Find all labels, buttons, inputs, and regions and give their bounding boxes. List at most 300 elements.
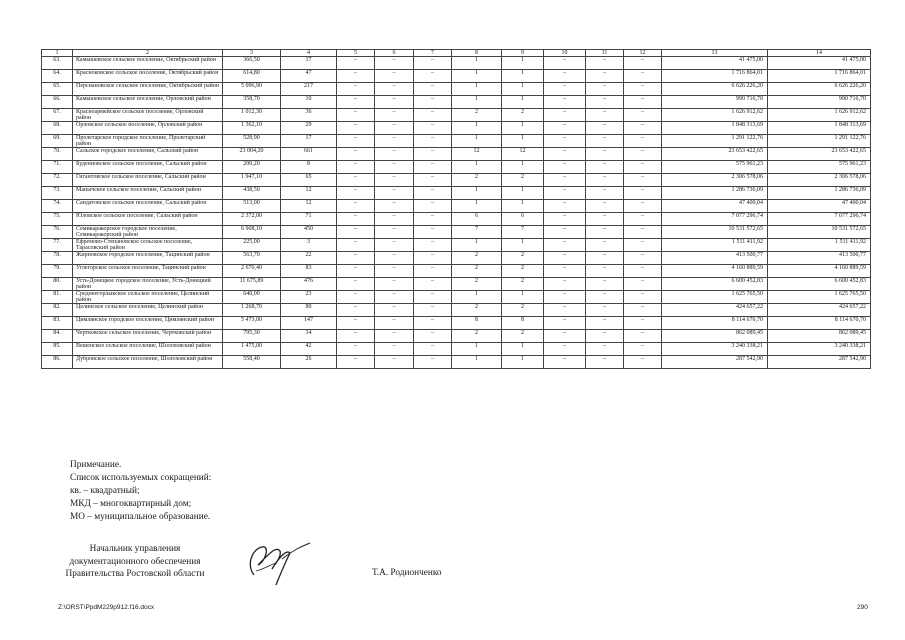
table-cell: 1 bbox=[502, 122, 544, 135]
column-header: 5 bbox=[337, 50, 375, 57]
table-cell: – bbox=[586, 252, 624, 265]
table-cell: – bbox=[375, 174, 414, 187]
table-cell: 77. bbox=[42, 239, 73, 252]
table-cell: 2 bbox=[452, 174, 502, 187]
table-cell: – bbox=[624, 213, 662, 226]
table-cell: 1 625 765,50 bbox=[662, 291, 768, 304]
table-cell: 47 bbox=[281, 70, 337, 83]
table-cell: 1 291 122,76 bbox=[768, 135, 871, 148]
table-cell: – bbox=[414, 278, 452, 291]
table-cell: – bbox=[624, 70, 662, 83]
table-cell: – bbox=[544, 122, 586, 135]
table-cell: – bbox=[586, 213, 624, 226]
table-cell: – bbox=[375, 83, 414, 96]
file-path: Z:\ORST\PpdM229p912.f16.docx bbox=[58, 604, 155, 611]
table-cell: 2 bbox=[452, 265, 502, 278]
table-cell: 8 114 670,70 bbox=[662, 317, 768, 330]
table-cell: – bbox=[375, 70, 414, 83]
table-cell: Орловское сельское поселение, Орловский район bbox=[73, 122, 223, 135]
table-cell: 8 114 670,70 bbox=[768, 317, 871, 330]
column-header: 8 bbox=[452, 50, 502, 57]
table-cell: 795,30 bbox=[223, 330, 281, 343]
table-cell: 1 bbox=[452, 83, 502, 96]
table-cell: – bbox=[414, 213, 452, 226]
table-cell: – bbox=[586, 343, 624, 356]
table-cell: 1 bbox=[452, 122, 502, 135]
table-cell: 86. bbox=[42, 356, 73, 369]
table-cell: – bbox=[624, 57, 662, 70]
table-cell: – bbox=[337, 343, 375, 356]
table-cell: – bbox=[337, 252, 375, 265]
table-cell: Красноармейское сельское поселение, Орловский район bbox=[73, 109, 223, 122]
table-cell: – bbox=[375, 213, 414, 226]
table-cell: 2 bbox=[452, 278, 502, 291]
table-cell: – bbox=[624, 317, 662, 330]
table-cell: 10 531 572,65 bbox=[768, 226, 871, 239]
table-cell: 17 bbox=[281, 135, 337, 148]
table-cell: – bbox=[414, 135, 452, 148]
table-cell: 1 716 864,01 bbox=[662, 70, 768, 83]
column-header: 1 bbox=[42, 50, 73, 57]
table-cell: – bbox=[544, 239, 586, 252]
table-cell: 6 908,10 bbox=[223, 226, 281, 239]
table-cell: 8 bbox=[502, 317, 544, 330]
table-cell: – bbox=[414, 200, 452, 213]
table-cell: 640,00 bbox=[223, 291, 281, 304]
table-cell: 72. bbox=[42, 174, 73, 187]
table-cell: – bbox=[586, 83, 624, 96]
table-row bbox=[42, 135, 871, 148]
table-cell: – bbox=[544, 148, 586, 161]
table-row bbox=[42, 174, 871, 187]
table-cell: – bbox=[624, 265, 662, 278]
table-cell: 413 500,77 bbox=[662, 252, 768, 265]
table-row bbox=[42, 122, 871, 135]
table-cell: – bbox=[375, 356, 414, 369]
table-row bbox=[42, 356, 871, 369]
table-cell: – bbox=[337, 96, 375, 109]
table-cell: – bbox=[414, 187, 452, 200]
table-cell: 1 bbox=[452, 161, 502, 174]
table-cell: – bbox=[414, 57, 452, 70]
table-cell: – bbox=[586, 356, 624, 369]
table-cell: – bbox=[414, 174, 452, 187]
table-cell: – bbox=[544, 330, 586, 343]
column-header: 11 bbox=[586, 50, 624, 57]
table-cell: – bbox=[624, 252, 662, 265]
table-cell: 23 653 422,65 bbox=[662, 148, 768, 161]
note-item: кв. – квадратный; bbox=[70, 486, 140, 496]
table-cell: 42 bbox=[281, 343, 337, 356]
table-cell: – bbox=[586, 291, 624, 304]
table-cell: Юловское сельское поселение, Сальский район bbox=[73, 213, 223, 226]
table-header-row bbox=[42, 50, 871, 57]
table-cell: 1 bbox=[502, 187, 544, 200]
table-row bbox=[42, 200, 871, 213]
table-cell: 2 306 578,06 bbox=[662, 174, 768, 187]
table-cell: 2 306 578,06 bbox=[768, 174, 871, 187]
table-cell: 1 bbox=[502, 83, 544, 96]
table-cell: – bbox=[414, 239, 452, 252]
table-cell: 1 625 765,50 bbox=[768, 291, 871, 304]
table-cell: – bbox=[544, 226, 586, 239]
table-cell: 438,50 bbox=[223, 187, 281, 200]
table-row bbox=[42, 291, 871, 304]
table-cell: 8 bbox=[281, 161, 337, 174]
table-cell: – bbox=[586, 122, 624, 135]
table-cell: – bbox=[624, 226, 662, 239]
table-cell: – bbox=[586, 187, 624, 200]
column-header: 7 bbox=[414, 50, 452, 57]
table-cell: 287 542,90 bbox=[662, 356, 768, 369]
table-cell: Чертковское сельское поселение, Чертковский район bbox=[73, 330, 223, 343]
column-header: 4 bbox=[281, 50, 337, 57]
table-row bbox=[42, 70, 871, 83]
table-cell: 6 626 226,20 bbox=[768, 83, 871, 96]
table-cell: Сальское городское поселение, Сальский район bbox=[73, 148, 223, 161]
table-cell: – bbox=[586, 200, 624, 213]
table-row bbox=[42, 343, 871, 356]
table-cell: – bbox=[337, 356, 375, 369]
table-cell: 2 bbox=[452, 330, 502, 343]
table-cell: Жирновское городское поселение, Тацинский район bbox=[73, 252, 223, 265]
table-cell: 2 bbox=[452, 304, 502, 317]
table-cell: 1 bbox=[452, 343, 502, 356]
table-cell: – bbox=[375, 187, 414, 200]
table-row bbox=[42, 187, 871, 200]
table-cell: Буденновское сельское поселение, Сальский район bbox=[73, 161, 223, 174]
table-cell: Целинское сельское поселение, Целинский район bbox=[73, 304, 223, 317]
table-cell: – bbox=[586, 226, 624, 239]
table-cell: – bbox=[375, 122, 414, 135]
table-cell: 4 160 889,59 bbox=[662, 265, 768, 278]
table-cell: 23 653 422,65 bbox=[768, 148, 871, 161]
table-cell: 12 bbox=[281, 200, 337, 213]
signatory-position bbox=[40, 543, 230, 581]
table-cell: – bbox=[375, 200, 414, 213]
table-cell: 80. bbox=[42, 278, 73, 291]
table-cell: – bbox=[414, 83, 452, 96]
table-cell: 70. bbox=[42, 148, 73, 161]
table-cell: Цимлянское городское поселение, Цимлянский район bbox=[73, 317, 223, 330]
table-cell: – bbox=[544, 278, 586, 291]
table-cell: – bbox=[414, 356, 452, 369]
table-cell: Сандатовское сельское поселение, Сальский район bbox=[73, 200, 223, 213]
table-cell: – bbox=[337, 330, 375, 343]
table-cell: 1 291 122,76 bbox=[662, 135, 768, 148]
table-cell: 26 bbox=[281, 356, 337, 369]
table-cell: 1 626 912,62 bbox=[662, 109, 768, 122]
table-cell: 575 961,23 bbox=[768, 161, 871, 174]
table-cell: 413 500,77 bbox=[768, 252, 871, 265]
note-intro: Список используемых сокращений: bbox=[70, 473, 212, 483]
table-cell: – bbox=[414, 109, 452, 122]
table-row bbox=[42, 278, 871, 291]
table-cell: 6 bbox=[452, 213, 502, 226]
table-row bbox=[42, 161, 871, 174]
table-cell: – bbox=[586, 278, 624, 291]
table-cell: 2 bbox=[452, 252, 502, 265]
table-cell: – bbox=[414, 304, 452, 317]
table-cell: 2 bbox=[502, 252, 544, 265]
table-cell: – bbox=[586, 304, 624, 317]
table-cell: – bbox=[337, 213, 375, 226]
table-cell: – bbox=[375, 109, 414, 122]
table-cell: 1 bbox=[502, 57, 544, 70]
table-cell: Манычское сельское поселение, Сальский район bbox=[73, 187, 223, 200]
table-cell: 82. bbox=[42, 304, 73, 317]
table-cell: – bbox=[586, 239, 624, 252]
table-cell: 862 089,45 bbox=[768, 330, 871, 343]
table-cell: – bbox=[337, 174, 375, 187]
table-cell: – bbox=[624, 135, 662, 148]
table-cell: 2 bbox=[502, 265, 544, 278]
table-cell: – bbox=[624, 278, 662, 291]
column-header: 10 bbox=[544, 50, 586, 57]
table-cell: Камышевское сельское поселение, Орловский район bbox=[73, 96, 223, 109]
table-cell: 1 012,30 bbox=[223, 109, 281, 122]
table-row bbox=[42, 265, 871, 278]
table-cell: 23 bbox=[281, 291, 337, 304]
table-cell: 1 bbox=[452, 96, 502, 109]
table-cell: 68. bbox=[42, 122, 73, 135]
column-header: 9 bbox=[502, 50, 544, 57]
table-cell: 1 bbox=[452, 200, 502, 213]
table-cell: 12 bbox=[452, 148, 502, 161]
position-line: Начальник управления bbox=[89, 544, 181, 554]
table-cell: – bbox=[375, 135, 414, 148]
table-cell: 450 bbox=[281, 226, 337, 239]
table-cell: – bbox=[544, 83, 586, 96]
table-cell: 63. bbox=[42, 57, 73, 70]
table-cell: Семикаракорское городское поселение, Семикаракорский район bbox=[73, 226, 223, 239]
table-cell: 47 400,04 bbox=[768, 200, 871, 213]
table-cell: – bbox=[586, 330, 624, 343]
table-cell: 1 511 411,92 bbox=[768, 239, 871, 252]
table-cell: 1 286 736,09 bbox=[768, 187, 871, 200]
table-cell: 23 004,20 bbox=[223, 148, 281, 161]
table-cell: – bbox=[375, 226, 414, 239]
table-cell: 36 bbox=[281, 109, 337, 122]
table-row bbox=[42, 96, 871, 109]
table-row bbox=[42, 330, 871, 343]
table-cell: 1 bbox=[502, 356, 544, 369]
table-cell: 6 626 226,20 bbox=[662, 83, 768, 96]
table-cell: 200,20 bbox=[223, 161, 281, 174]
table-cell: 575 961,23 bbox=[662, 161, 768, 174]
position-line: Правительства Ростовской области bbox=[65, 569, 205, 579]
table-cell: – bbox=[624, 96, 662, 109]
table-cell: 64. bbox=[42, 70, 73, 83]
table-cell: – bbox=[586, 148, 624, 161]
table-cell: 1 bbox=[502, 200, 544, 213]
table-cell: 358,70 bbox=[223, 96, 281, 109]
table-cell: – bbox=[624, 161, 662, 174]
table-cell: 76. bbox=[42, 226, 73, 239]
data-table bbox=[41, 49, 871, 369]
table-cell: – bbox=[624, 83, 662, 96]
table-cell: – bbox=[624, 343, 662, 356]
table-cell: Пролетарское городское поселение, Пролетарский район bbox=[73, 135, 223, 148]
table-row bbox=[42, 226, 871, 239]
table-cell: – bbox=[586, 109, 624, 122]
table-cell: – bbox=[375, 96, 414, 109]
table-cell: – bbox=[586, 96, 624, 109]
table-cell: – bbox=[337, 187, 375, 200]
table-cell: 1 bbox=[452, 57, 502, 70]
table-cell: – bbox=[624, 109, 662, 122]
table-cell: 1 848 313,69 bbox=[662, 122, 768, 135]
table-cell: 17 bbox=[281, 57, 337, 70]
table-cell: – bbox=[414, 122, 452, 135]
table-cell: – bbox=[586, 70, 624, 83]
table-cell: 1 bbox=[502, 291, 544, 304]
table-cell: – bbox=[337, 70, 375, 83]
table-cell: 34 bbox=[281, 330, 337, 343]
table-cell: 225,00 bbox=[223, 239, 281, 252]
table-cell: 6 600 452,83 bbox=[662, 278, 768, 291]
table-cell: – bbox=[544, 356, 586, 369]
table-cell: – bbox=[414, 252, 452, 265]
table-cell: – bbox=[337, 226, 375, 239]
table-cell: – bbox=[544, 187, 586, 200]
note-title: Примечание. bbox=[70, 460, 122, 470]
table-cell: 424 657,22 bbox=[768, 304, 871, 317]
table-row bbox=[42, 239, 871, 252]
table-cell: 1 bbox=[452, 135, 502, 148]
table-cell: Среднеегорлыкское сельское поселение, Целинский район bbox=[73, 291, 223, 304]
table-cell: 1 bbox=[452, 70, 502, 83]
table-cell: – bbox=[337, 317, 375, 330]
table-cell: – bbox=[375, 57, 414, 70]
handwritten-signature bbox=[236, 535, 316, 587]
table-cell: – bbox=[375, 239, 414, 252]
table-row bbox=[42, 83, 871, 96]
table-cell: 75. bbox=[42, 213, 73, 226]
table-cell: 84. bbox=[42, 330, 73, 343]
table-cell: 3 240 338,21 bbox=[662, 343, 768, 356]
column-header: 3 bbox=[223, 50, 281, 57]
table-cell: – bbox=[586, 174, 624, 187]
table-cell: 22 bbox=[281, 252, 337, 265]
table-cell: – bbox=[624, 174, 662, 187]
table-cell: – bbox=[337, 57, 375, 70]
table-cell: – bbox=[414, 343, 452, 356]
table-cell: – bbox=[586, 135, 624, 148]
table-cell: – bbox=[624, 148, 662, 161]
table-cell: – bbox=[414, 148, 452, 161]
table-cell: Углегорское сельское поселение, Тацинский район bbox=[73, 265, 223, 278]
table-cell: – bbox=[375, 317, 414, 330]
table-cell: 1 bbox=[452, 291, 502, 304]
table-cell: 8 bbox=[452, 317, 502, 330]
table-cell: Усть-Донецкое городское поселение, Усть-Донецкий район bbox=[73, 278, 223, 291]
table-cell: 513,00 bbox=[223, 200, 281, 213]
table-row bbox=[42, 304, 871, 317]
table-cell: 661 bbox=[281, 148, 337, 161]
table-cell: 5 096,90 bbox=[223, 83, 281, 96]
table-cell: 6 bbox=[502, 213, 544, 226]
table-cell: – bbox=[544, 96, 586, 109]
table-cell: – bbox=[375, 291, 414, 304]
table-cell: 2 bbox=[502, 174, 544, 187]
table-cell: 12 bbox=[502, 148, 544, 161]
table-cell: 528,90 bbox=[223, 135, 281, 148]
table-cell: 80 bbox=[281, 304, 337, 317]
table-cell: – bbox=[414, 70, 452, 83]
table-cell: – bbox=[544, 109, 586, 122]
table-cell: Вешенское сельское поселение, Шолоховский район bbox=[73, 343, 223, 356]
table-cell: 7 077 296,74 bbox=[662, 213, 768, 226]
table-cell: – bbox=[414, 226, 452, 239]
table-cell: – bbox=[544, 200, 586, 213]
table-cell: 1 626 912,62 bbox=[768, 109, 871, 122]
table-cell: 1 947,10 bbox=[223, 174, 281, 187]
table-cell: 74. bbox=[42, 200, 73, 213]
table-cell: 563,70 bbox=[223, 252, 281, 265]
table-cell: 1 bbox=[502, 70, 544, 83]
table-cell: 217 bbox=[281, 83, 337, 96]
table-cell: 7 077 296,74 bbox=[768, 213, 871, 226]
table-cell: 71 bbox=[281, 213, 337, 226]
table-row bbox=[42, 109, 871, 122]
table-cell: – bbox=[375, 161, 414, 174]
table-cell: – bbox=[414, 265, 452, 278]
table-cell: – bbox=[544, 252, 586, 265]
table-cell: 41 475,00 bbox=[768, 57, 871, 70]
table-cell: – bbox=[375, 148, 414, 161]
table-cell: – bbox=[544, 343, 586, 356]
table-cell: – bbox=[337, 278, 375, 291]
table-row bbox=[42, 57, 871, 70]
table-cell: 1 716 864,01 bbox=[768, 70, 871, 83]
table-cell: 1 bbox=[502, 343, 544, 356]
table-cell: 1 511 411,92 bbox=[662, 239, 768, 252]
table-cell: 1 bbox=[502, 161, 544, 174]
table-cell: 1 475,00 bbox=[223, 343, 281, 356]
note-item: МО – муниципальное образование. bbox=[70, 512, 211, 522]
note-item: МКД – многоквартирный дом; bbox=[70, 499, 192, 509]
table-cell: 73. bbox=[42, 187, 73, 200]
column-header: 6 bbox=[375, 50, 414, 57]
table-cell: – bbox=[337, 109, 375, 122]
table-cell: – bbox=[544, 265, 586, 278]
table-cell: 1 bbox=[452, 187, 502, 200]
table-cell: – bbox=[544, 291, 586, 304]
table-cell: 47 400,04 bbox=[662, 200, 768, 213]
table-cell: 69. bbox=[42, 135, 73, 148]
table-cell: – bbox=[375, 304, 414, 317]
table-cell: 4 160 889,59 bbox=[768, 265, 871, 278]
table-cell: 10 bbox=[281, 96, 337, 109]
column-header: 13 bbox=[662, 50, 768, 57]
table-cell: 1 286 736,09 bbox=[662, 187, 768, 200]
table-cell: – bbox=[414, 330, 452, 343]
table-cell: 990 716,70 bbox=[662, 96, 768, 109]
table-cell: Красноковское сельское поселение, Октябрьский район bbox=[73, 70, 223, 83]
table-cell: – bbox=[375, 265, 414, 278]
table-cell: – bbox=[624, 239, 662, 252]
table-cell: 41 475,00 bbox=[662, 57, 768, 70]
table-cell: – bbox=[586, 317, 624, 330]
table-cell: 1 bbox=[452, 356, 502, 369]
table-cell: 7 bbox=[452, 226, 502, 239]
table-cell: 862 089,45 bbox=[662, 330, 768, 343]
table-cell: – bbox=[624, 356, 662, 369]
table-cell: 29 bbox=[281, 122, 337, 135]
table-cell: – bbox=[414, 161, 452, 174]
table-cell: 1 bbox=[452, 239, 502, 252]
